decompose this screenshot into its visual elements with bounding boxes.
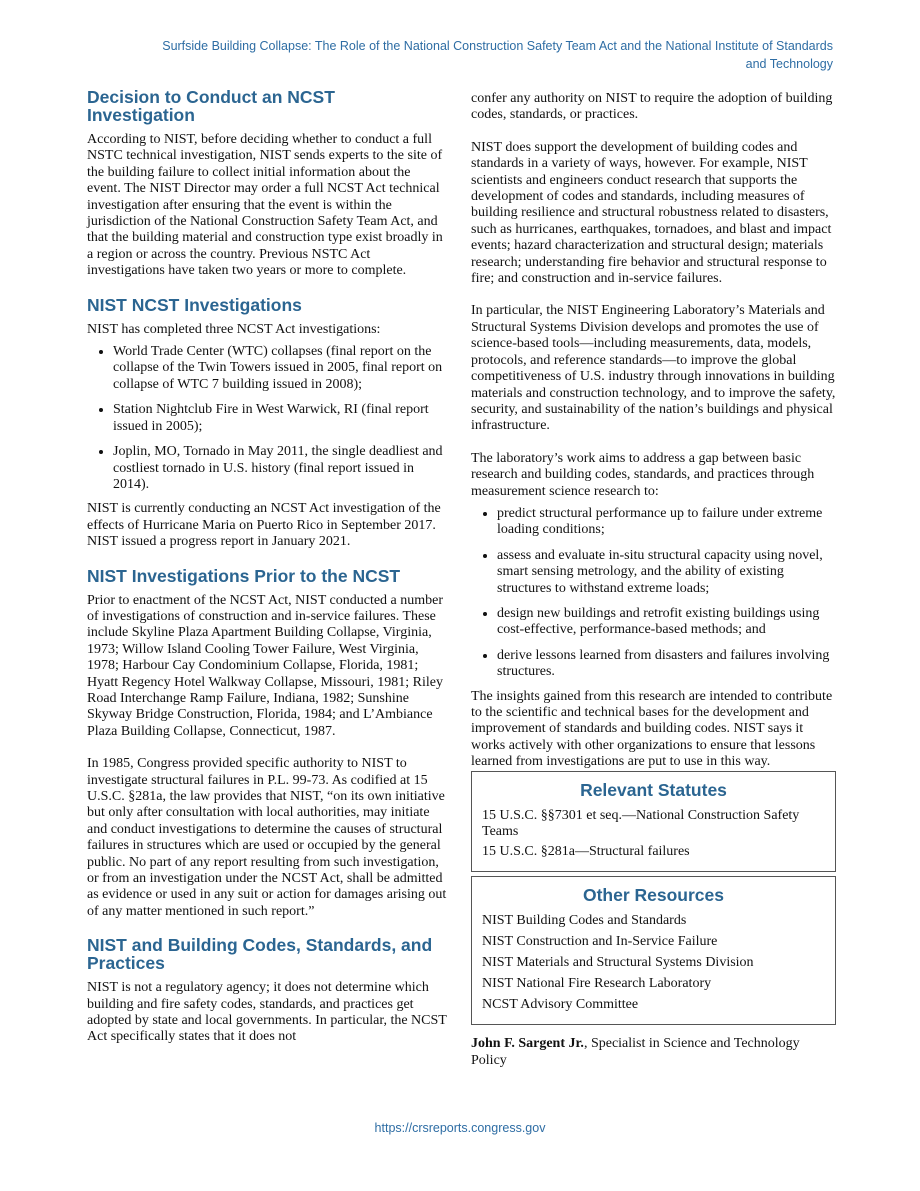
list-item: • derive lessons learned from disasters and failures involving structures. <box>497 647 836 681</box>
list-item: • predict structural performance up to failure under extreme loading conditions; <box>497 505 836 539</box>
header-line-1: Surfside Building Collapse: The Role of the National Construction Safety Team Act and the National Institute of Standards <box>162 39 833 53</box>
resource-link[interactable]: NIST Building Codes and Standards <box>482 912 687 928</box>
left-column <box>87 88 447 1046</box>
relevant-statutes-box <box>471 771 836 872</box>
list-item: • World Trade Center (WTC) collapses (final report on the collapse of the Twin Towers issued in 2005, final report on collapse of WTC 7 building issued in 2008); <box>113 343 447 393</box>
author-name: John F. Sargent Jr. <box>471 1035 584 1051</box>
statutes-title: Relevant Statutes <box>580 779 727 800</box>
header-line-2: and Technology <box>745 57 833 71</box>
statute-item: 15 U.S.C. §§7301 et seq.—National Construction Safety Teams <box>482 807 800 840</box>
author-title: , Specialist in Science and Technology Policy <box>471 1035 800 1068</box>
running-header <box>73 37 833 73</box>
lab-paragraph: In particular, the NIST Engineering Laboratory’s Materials and Structural Systems Division develops and promotes the use of science-based tools—including measurements, data, models, protocols, and reference standards—to improve the global competitiveness of U.S. industry through innovations in building materials and construction technology, and to improve the safety, security, and sustainability of the nation’s buildings and physical infrastructure. <box>471 303 836 434</box>
list-item: • Station Nightclub Fire in West Warwick, RI (final report issued in 2005); <box>113 401 447 435</box>
footer-url[interactable]: https://crsreports.congress.gov <box>374 1121 546 1135</box>
resources-title: Other Resources <box>582 884 725 905</box>
ncst-list <box>87 343 447 493</box>
statute-item: 15 U.S.C. §281a—Structural failures <box>482 844 690 860</box>
prior-heading: NIST Investigations Prior to the NCST <box>87 565 401 586</box>
ncst-heading: NIST NCST Investigations <box>87 294 302 315</box>
decision-heading: Decision to Conduct an NCST Investigation <box>87 87 335 125</box>
codes-heading: NIST and Building Codes, Standards, and Practices <box>87 935 433 974</box>
resource-link[interactable]: NCST Advisory Committee <box>482 996 639 1012</box>
author-byline <box>471 1035 836 1069</box>
codes-paragraph: NIST is not a regulatory agency; it does not determine which building and fire safety codes, standards, and practices get adopted by state and local governments. In particular, the NCST Act specifically states that it does not <box>87 980 447 1045</box>
decision-paragraph: According to NIST, before deciding whether to conduct a full NSTC technical investigation, NIST sends experts to the site of the building failure to collect initial information about the event. The NIST Director may order a full NCST Act technical investigation after ensuring that the event is within the jurisdiction of the National Construction Safety Team Act, and that the building material and construction type exist broadly in a region or across the country. Previous NSTC Act investigations have taken two years or more to complete. <box>87 132 443 279</box>
list-item: • assess and evaluate in-situ structural capacity using novel, smart sensing metrology, and the ability of existing structures to withstand extreme loads; <box>497 547 836 597</box>
resource-link[interactable]: NIST Construction and In-Service Failure <box>482 933 718 949</box>
prior-paragraph-1: Prior to enactment of the NCST Act, NIST conducted a number of investigations of construction and in-service failures. These include Skyline Plaza Apartment Building Collapse, Virginia, 1973; Willow Island Cooling Tower Failure, West Virginia, 1978; Harbour Cay Condominium Collapse, Florida, 1981; Hyatt Regency Hotel Walkway Collapse, Missouri, 1981; Riley Road Interchange Ramp Failure, Indiana, 1982; Sunshine Skyway Bridge Construction, Florida, 1984; and L’Ambiance Plaza Building Collapse, Connecticut, 1987. <box>87 592 444 739</box>
resource-link[interactable]: NIST Materials and Structural Systems Division <box>482 954 754 970</box>
ncst-current-paragraph: NIST is currently conducting an NCST Act investigation of the effects of Hurricane Maria on Puerto Rico in September 2017. NIST issued a progress report in January 2021. <box>87 501 441 550</box>
ncst-intro: NIST has completed three NCST Act investigations: <box>87 321 381 337</box>
resource-link[interactable]: NIST National Fire Research Laboratory <box>482 975 712 991</box>
prior-paragraph-2: In 1985, Congress provided specific authority to NIST to investigate structural failures in P.L. 99-73. As codified at 15 U.S.C. §281a, the law provides that NIST, “on its own initiative but only after consultation with local authorities, may initiate and conduct investigations to determine the causes of structural failures in structures which are used or occupied by the general public. No part of any report resulting from such investigation, or from an investigation under the NCST Act, shall be admitted as evidence or used in any suit or action for damages arising out of any matter mentioned in such report.” <box>87 756 447 919</box>
aims-paragraph: The laboratory’s work aims to address a gap between basic research and building codes, standards, and practices through measurement science research to: <box>471 450 815 499</box>
support-paragraph: NIST does support the development of building codes and standards in a variety of ways, however. For example, NIST scientists and engineers conduct research that supports the development of codes and standards, including measures of building resilience and structural robustness related to disasters, such as hurricanes, earthquakes, tornadoes, and blast and impact events; hazard characterization and structural design; materials research; understanding fire behavior and structural response to fire; and construction and in-service failures. <box>471 139 832 287</box>
list-item: • design new buildings and retrofit existing buildings using cost-effective, performance-based methods; and <box>497 605 836 639</box>
aims-list <box>471 505 836 681</box>
other-resources-box <box>471 876 836 1025</box>
right-column <box>471 91 836 1069</box>
list-item: • Joplin, MO, Tornado in May 2011, the single deadliest and costliest tornado in U.S. history (final report issued in 2014). <box>113 443 447 493</box>
codes-continuation: confer any authority on NIST to require the adoption of building codes, standards, or practices. <box>471 91 833 123</box>
insights-paragraph: The insights gained from this research are intended to contribute to the scientific and technical bases for the development and improvement of standards and building codes. NIST says it works actively with other organizations to ensure that lessons learned from investigations are put to use in this way. <box>471 688 833 770</box>
